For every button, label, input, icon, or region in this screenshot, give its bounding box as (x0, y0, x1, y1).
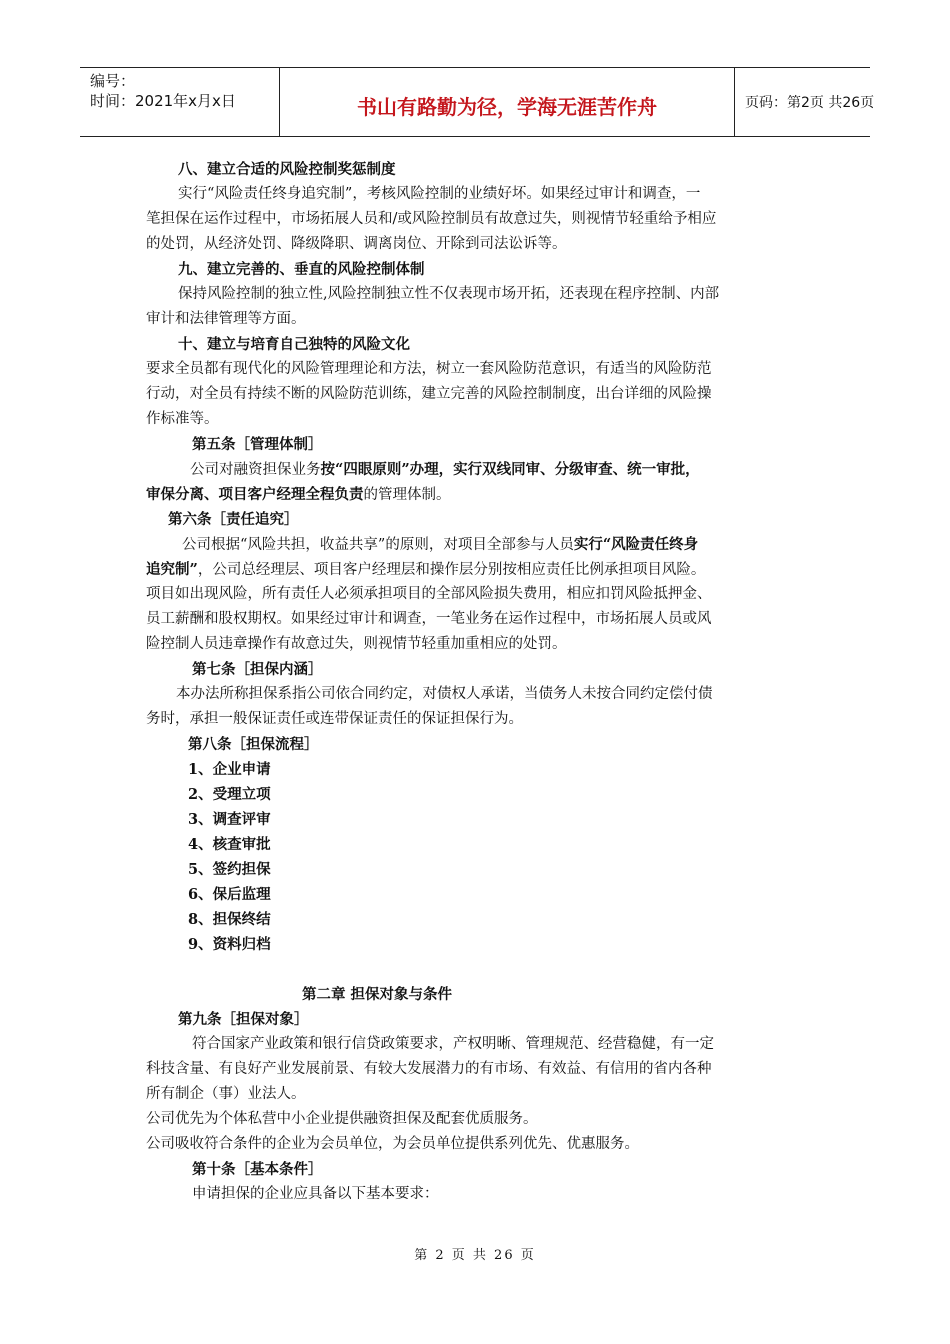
paragraph-line: 公司优先为个体私营中小企业提供融资担保及配套优质服务。 (146, 1111, 538, 1127)
text-run-bold: 实行“风险责任终身 (573, 536, 699, 553)
text-run: 公司根据“风险共担，收益共享”的原则，对项目全部参与人员 (182, 537, 574, 553)
paragraph-line: 本办法所称担保系指公司依合同约定，对债权人承诺，当债务人未按合同约定偿付债 (176, 686, 713, 702)
flow-step: 4、核查审批 (188, 836, 271, 853)
flow-step: 1、企业申请 (188, 761, 271, 778)
flow-step: 9、资料归档 (188, 936, 271, 953)
flow-step: 3、调查评审 (188, 811, 271, 828)
header-page-info (735, 68, 875, 136)
paragraph-line: 要求全员都有现代化的风险管理理论和方法，树立一套风险防范意识，有适当的风险防范 (146, 361, 712, 377)
article-5-title: 第五条［管理体制］ (192, 436, 323, 453)
header-page-label: 页码：第2页 共26页 (745, 95, 875, 111)
paragraph-line: 科技含量、有良好产业发展前景、有较大发展潜力的有市场、有效益、有信用的省内各种 (146, 1061, 712, 1077)
paragraph-line: 申请担保的企业应具备以下基本要求： (192, 1186, 439, 1202)
flow-step: 5、签约担保 (188, 861, 271, 878)
paragraph-line: 审计和法律管理等方面。 (146, 311, 306, 327)
text-run-bold: 按“四眼原则”办理，实行双线同审、分级审查、统一审批， (320, 461, 700, 478)
document-time-label: 时间：2021年x月x日 (90, 92, 236, 110)
section-heading-10: 十、建立与培育自己独特的风险文化 (178, 336, 410, 353)
paragraph-line: 项目如出现风险，所有责任人必须承担项目的全部风险损失费用，相应扣罚风险抵押金、 (146, 586, 712, 602)
text-run-bold: 审保分离、项目客户经理全程负责 (146, 486, 364, 503)
header-slogan-cell (280, 68, 735, 136)
page-footer: 第 2 页 共 26 页 (414, 1248, 536, 1263)
text-run-bold: 追究制” (146, 561, 198, 578)
header-slogan: 书山有路勤为径，学海无涯苦作舟 (357, 94, 657, 119)
flow-step: 8、担保终结 (188, 911, 271, 928)
flow-step: 2、受理立项 (188, 786, 271, 803)
flow-step: 6、保后监理 (188, 886, 271, 903)
article-5-line (146, 457, 806, 482)
section-heading-8: 八、建立合适的风险控制奖惩制度 (178, 161, 396, 178)
header-meta (80, 68, 280, 136)
paragraph-line: 险控制人员违章操作有故意过失，则视情节轻重加重相应的处罚。 (146, 636, 567, 652)
document-number-label: 编号： (90, 72, 136, 90)
paragraph-line: 所有制企（事）业法人。 (146, 1086, 306, 1102)
article-8-title: 第八条［担保流程］ (188, 736, 319, 753)
text-run: 的管理体制。 (363, 487, 451, 503)
chapter-2-heading: 第二章 担保对象与条件 (302, 986, 453, 1003)
header-table (80, 67, 875, 137)
article-6-title: 第六条［责任追究］ (168, 511, 299, 528)
article-6-line (146, 557, 806, 582)
text-run: ，公司总经理层、项目客户经理层和操作层分别按相应责任比例承担项目风险。 (197, 562, 706, 578)
paragraph-line: 的处罚，从经济处罚、降级降职、调离岗位、开除到司法讼诉等。 (146, 236, 567, 252)
article-5-line (146, 482, 806, 507)
paragraph-line: 员工薪酬和股权期权。如果经过审计和调查，一笔业务在运作过程中，市场拓展人员或风 (146, 611, 712, 627)
article-7-title: 第七条［担保内涵］ (192, 661, 323, 678)
article-6-line (146, 532, 806, 557)
paragraph-line: 行动，对全员有持续不断的风险防范训练，建立完善的风险控制制度，出台详细的风险操 (146, 386, 712, 402)
paragraph-line: 保持风险控制的独立性,风险控制独立性不仅表现市场开拓，还表现在程序控制、内部 (178, 286, 720, 302)
section-heading-9: 九、建立完善的、垂直的风险控制体制 (178, 261, 425, 278)
paragraph-line: 符合国家产业政策和银行信贷政策要求，产权明晰、管理规范、经营稳健，有一定 (192, 1036, 714, 1052)
article-9-title: 第九条［担保对象］ (178, 1011, 309, 1028)
paragraph-line: 公司吸收符合条件的企业为会员单位，为会员单位提供系列优先、优惠服务。 (146, 1136, 639, 1152)
paragraph-line: 笔担保在运作过程中，市场拓展人员和/或风险控制员有故意过失，则视情节轻重给予相应 (146, 211, 717, 227)
paragraph-line: 作标准等。 (146, 411, 219, 427)
document-body (146, 157, 806, 1207)
article-10-title: 第十条［基本条件］ (192, 1161, 323, 1178)
paragraph-line: 实行“风险责任终身追究制”，考核风险控制的业绩好坏。如果经过审计和调查，一 (178, 186, 701, 202)
text-run: 公司对融资担保业务 (190, 462, 321, 478)
paragraph-line: 务时，承担一般保证责任或连带保证责任的保证担保行为。 (146, 711, 523, 727)
